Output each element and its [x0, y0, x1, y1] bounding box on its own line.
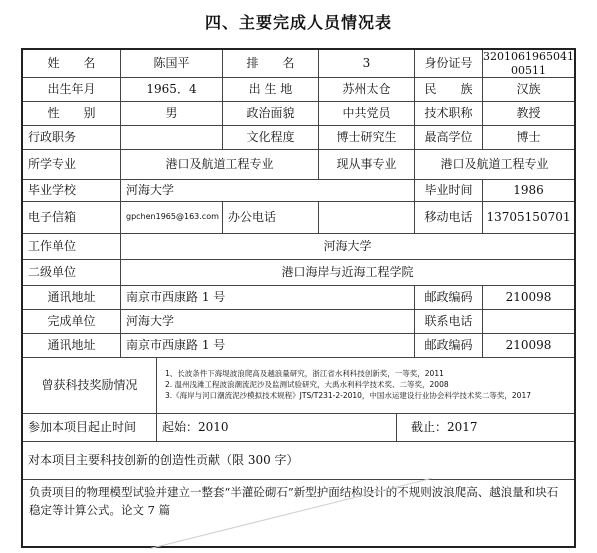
value-ethnicity: 汉族	[483, 78, 574, 102]
label-contribution: 对本项目主要科技创新的创造性贡献（限 300 字）	[23, 442, 574, 480]
value-secondary-unit: 港口海岸与近海工程学院	[121, 260, 574, 286]
label-profession: 现从事专业	[319, 150, 415, 180]
value-degree: 博士	[483, 126, 574, 150]
value-politics: 中共党员	[319, 102, 415, 126]
label-gender: 性 别	[23, 102, 121, 126]
label-ethnicity: 民 族	[415, 78, 483, 102]
label-work-unit: 工作单位	[23, 234, 121, 260]
label-birthplace: 出 生 地	[223, 78, 319, 102]
value-work-unit: 河海大学	[121, 234, 574, 260]
value-id-no: 320106196504100511	[483, 50, 574, 77]
label-name: 姓 名	[23, 50, 121, 78]
label-postcode-2: 邮政编码	[415, 334, 483, 358]
value-name: 陈国平	[121, 50, 223, 78]
page-title: 四、主要完成人员情况表	[204, 13, 392, 32]
value-postcode-2: 210098	[483, 334, 574, 358]
label-completion-unit: 完成单位	[23, 310, 121, 334]
label-secondary-unit: 二级单位	[23, 260, 121, 286]
value-profession: 港口及航道工程专业	[415, 150, 574, 180]
awards-list	[157, 358, 574, 414]
label-birth: 出生年月	[23, 78, 121, 102]
value-period-end: 截止：2017	[397, 414, 574, 442]
label-grad-time: 毕业时间	[415, 180, 483, 202]
label-tech-title: 技术职称	[415, 102, 483, 126]
label-period: 参加本项目起止时间	[23, 414, 157, 442]
label-admin-post: 行政职务	[23, 126, 121, 150]
value-birth: 1965．4	[121, 78, 223, 102]
label-rank: 排 名	[223, 50, 319, 78]
label-address: 通讯地址	[23, 286, 121, 310]
value-birthplace: 苏州太仓	[319, 78, 415, 102]
value-completion-unit: 河海大学	[121, 310, 415, 334]
label-mobile: 移动电话	[415, 202, 483, 234]
label-contact-phone: 联系电话	[415, 310, 483, 334]
value-grad-time: 1986	[483, 180, 574, 202]
award-item: 2. 温州浅滩工程波浪潮流泥沙及监测试验研究，大禹水利科学技术奖、二等奖，2008	[165, 380, 449, 390]
label-major: 所学专业	[23, 150, 121, 180]
value-contact-phone	[483, 310, 574, 334]
value-school: 河海大学	[121, 180, 415, 202]
value-address-2: 南京市西康路 1 号	[121, 334, 415, 358]
value-period-start: 起始：2010	[157, 414, 397, 442]
value-admin-post	[121, 126, 223, 150]
label-id-no: 身份证号	[415, 50, 483, 78]
value-email: gpchen1965@163.com	[121, 202, 223, 234]
value-major: 港口及航道工程专业	[121, 150, 319, 180]
value-office-phone	[319, 202, 415, 234]
value-education: 博士研究生	[319, 126, 415, 150]
label-email: 电子信箱	[23, 202, 121, 234]
label-office-phone: 办公电话	[223, 202, 319, 234]
personnel-form-table	[21, 48, 576, 548]
value-rank: 3	[319, 50, 415, 78]
value-mobile: 13705150701	[483, 202, 574, 234]
label-school: 毕业学校	[23, 180, 121, 202]
label-politics: 政治面貌	[223, 102, 319, 126]
award-item: 3.《海岸与河口潮流泥沙模拟技术规程》JTS/T231-2-2010，中国水运建设行业协会科学技术奖二等奖，2017	[165, 390, 531, 400]
label-degree: 最高学位	[415, 126, 483, 150]
label-education: 文化程度	[223, 126, 319, 150]
value-address: 南京市西康路 1 号	[121, 286, 415, 310]
label-address-2: 通讯地址	[23, 334, 121, 358]
label-postcode: 邮政编码	[415, 286, 483, 310]
value-contribution: 负责项目的物理模型试验并建立一整套“半灌砼砌石”新型护面结构设计的不规则波浪爬高、越浪量和块石稳定等计算公式。论文 7 篇	[29, 485, 559, 517]
value-tech-title: 教授	[483, 102, 574, 126]
value-postcode: 210098	[483, 286, 574, 310]
label-awards: 曾获科技奖励情况	[23, 358, 157, 414]
award-item: 1、长波条件下海堤波浪爬高及越浪量研究，浙江省水利科技创新奖，一等奖，2011	[165, 369, 444, 379]
value-gender: 男	[121, 102, 223, 126]
